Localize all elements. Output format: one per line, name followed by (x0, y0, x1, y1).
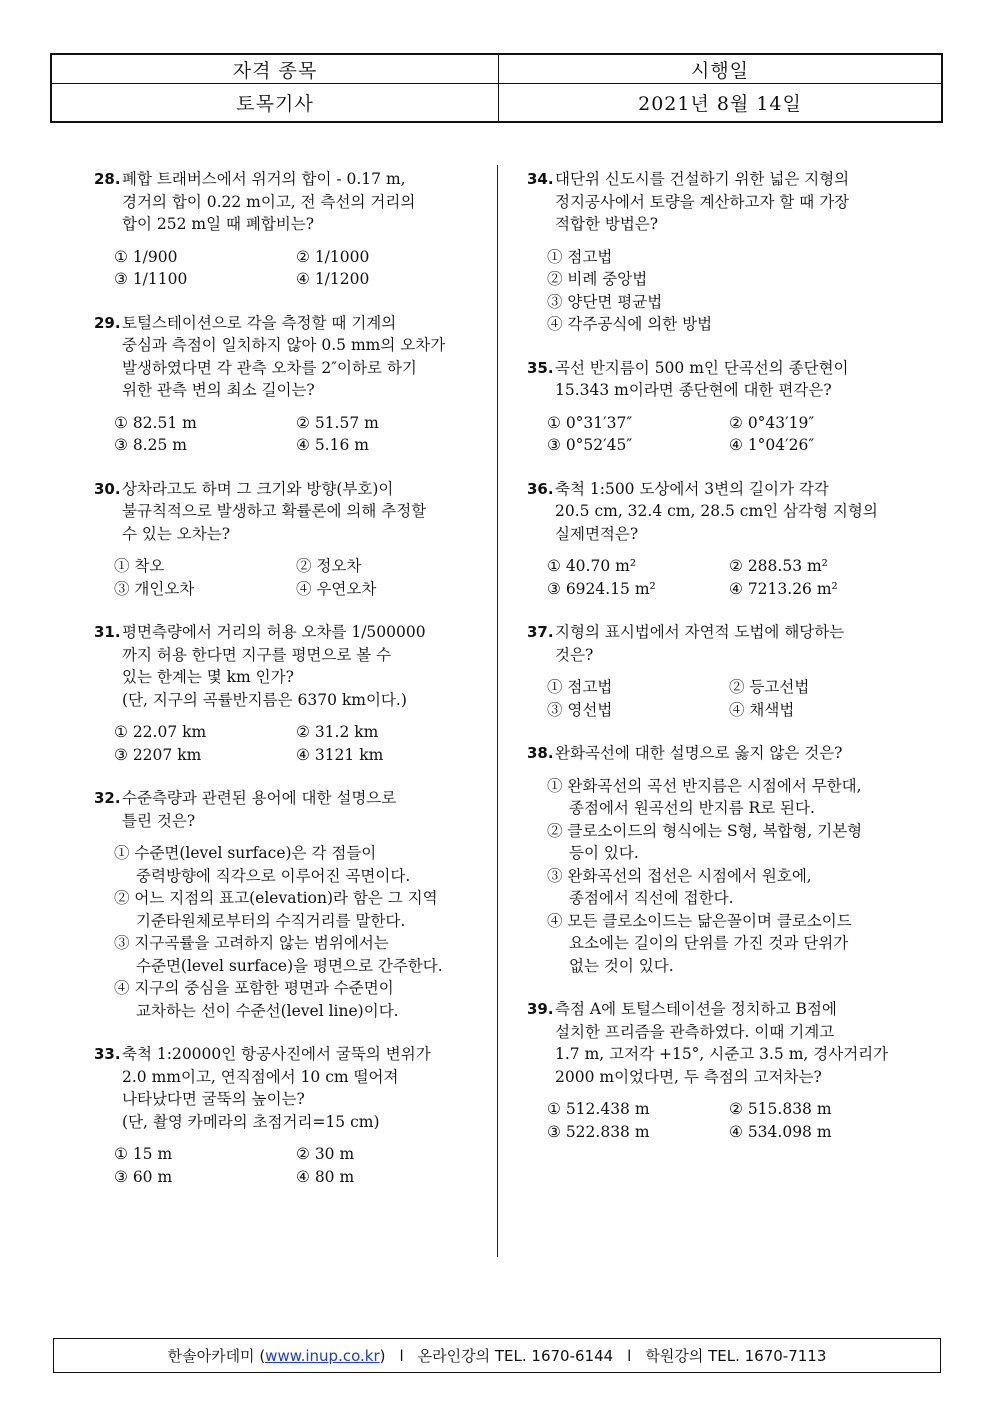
questions-left-column (94, 168, 490, 1209)
question-text-line (94, 523, 490, 546)
answer-option-text: ① 점고법 (547, 678, 613, 696)
question-text-line (527, 998, 923, 1021)
answer-options (527, 1098, 923, 1143)
question-text: 축척 1:500 도상에서 3변의 길이가 각각 (555, 479, 829, 498)
answer-option-text: 수준면(level surface)을 평면으로 간주한다. (136, 956, 443, 975)
question-text: 수 있는 오차는? (122, 524, 231, 543)
answer-options (527, 412, 923, 457)
answer-option-text: 종점에서 직선에 접한다. (569, 889, 734, 907)
answer-option[interactable] (296, 744, 490, 767)
footer-online-tel: 온라인강의 TEL. 1670-6144 (417, 1347, 614, 1365)
answer-option[interactable] (547, 1098, 729, 1121)
question (94, 478, 490, 601)
answer-option-text: 종점에서 원곡선의 반지름 R로 된다. (569, 799, 815, 817)
answer-option[interactable] (547, 246, 923, 269)
question-text: 토털스테이션으로 각을 측정할 때 기계의 (122, 313, 397, 332)
answer-options (527, 555, 923, 600)
question (527, 621, 923, 721)
answer-option-text: ② 51.57 m (296, 413, 379, 432)
question-text-line (94, 1088, 490, 1111)
answer-options (527, 246, 923, 336)
answer-option[interactable] (547, 291, 923, 314)
question-text: 경거의 합이 0.22 m이고, 전 측선의 거리의 (122, 192, 416, 211)
answer-option[interactable] (729, 699, 923, 722)
answer-option-text: ④ 우연오차 (296, 579, 377, 598)
answer-option-text: ④ 지구의 중심을 포함한 평면과 수준면이 (114, 979, 394, 997)
answer-option-text: ① 512.438 m (547, 1100, 650, 1118)
question-text: 폐합 트래버스에서 위거의 합이 - 0.17 m, (122, 170, 406, 188)
answer-option[interactable] (114, 555, 296, 578)
answer-option-text: ① 15 m (114, 1145, 173, 1163)
question-number: 32. (94, 789, 121, 807)
answer-option[interactable] (547, 268, 923, 291)
answer-option-text: ④ 1°04′26″ (729, 436, 815, 454)
question-text-line (94, 357, 490, 380)
question-text-line (94, 334, 490, 357)
answer-option-text: 교차하는 선이 수준선(level line)이다. (136, 1001, 399, 1020)
answer-option-text: 요소에는 길이의 단위를 가진 것과 단위가 (569, 934, 849, 952)
question (94, 621, 490, 766)
question-text-line (527, 621, 923, 644)
answer-option-text: ② 등고선법 (729, 678, 810, 696)
question-text: 나타났다면 굴뚝의 높이는? (122, 1090, 305, 1108)
answer-option-text: 기준타원체로부터의 수직거리를 말한다. (136, 911, 406, 930)
answer-options (94, 412, 490, 457)
question-text: 1.7 m, 고저각 +15°, 시준고 3.5 m, 경사거리가 (555, 1045, 889, 1063)
footer-offline-tel: 학원강의 TEL. 1670-7113 (645, 1347, 827, 1365)
question-text: 상차라고도 하며 그 크기와 방향(부호)이 (122, 479, 394, 498)
answer-option-text: ③ 2207 km (114, 745, 202, 764)
answer-option[interactable] (547, 820, 923, 865)
answer-option[interactable] (114, 887, 490, 932)
question-text: (단, 촬영 카메라의 초점거리=15 cm) (122, 1112, 380, 1131)
answer-option[interactable] (114, 1166, 296, 1189)
answer-option-text: ④ 1/1200 (296, 270, 370, 288)
question-text: 지형의 표시법에서 자연적 도법에 해당하는 (555, 623, 845, 641)
question-text: 수준측량과 관련된 용어에 대한 설명으로 (122, 789, 397, 807)
answer-option-text: ① 점고법 (547, 247, 613, 266)
question-text-line (94, 500, 490, 523)
answer-option[interactable] (729, 555, 923, 578)
column-divider (497, 165, 498, 1257)
answer-option[interactable] (296, 1143, 490, 1166)
answer-option[interactable] (729, 578, 923, 601)
question-number: 37. (527, 623, 554, 641)
answer-option-text: ③ 양단면 평균법 (547, 292, 663, 311)
header-subject-label: 자격 종목 (52, 55, 498, 84)
answer-options (94, 1143, 490, 1188)
answer-option-text: ② 0°43′19″ (729, 413, 815, 432)
answer-option[interactable] (547, 313, 923, 336)
question (527, 742, 923, 977)
question-text: 축척 1:20000인 항공사진에서 굴뚝의 변위가 (122, 1045, 431, 1063)
answer-options (94, 246, 490, 291)
footer-academy: 한솔아카데미 ( (167, 1347, 266, 1365)
question (94, 168, 490, 291)
answer-option[interactable] (296, 246, 490, 269)
answer-option-text: ① 22.07 km (114, 723, 207, 741)
question-text-line (527, 500, 923, 523)
answer-option-text: ③ 영선법 (547, 700, 613, 719)
answer-option[interactable] (114, 246, 296, 269)
question-text: 곡선 반지름이 500 m인 단곡선의 종단현이 (555, 358, 849, 377)
answer-options (94, 721, 490, 766)
answer-option[interactable] (114, 268, 296, 291)
answer-option[interactable] (296, 578, 490, 601)
question-number: 38. (527, 744, 554, 762)
answer-option-text: ① 착오 (114, 557, 165, 575)
question-text-line (94, 312, 490, 335)
question-text-line (94, 168, 490, 191)
answer-option[interactable] (114, 578, 296, 601)
answer-option-text: ③ 개인오차 (114, 579, 195, 598)
header-date-value: 2021년 8월 14일 (498, 84, 941, 121)
question-text-line (527, 1066, 923, 1089)
question-text-line (94, 379, 490, 402)
question-text: 설치한 프리즘을 관측하였다. 이때 기계고 (555, 1022, 835, 1041)
answer-option[interactable] (296, 268, 490, 291)
answer-option-text: ② 288.53 m² (729, 557, 828, 575)
question-text-line (527, 191, 923, 214)
answer-option-text: ④ 534.098 m (729, 1122, 832, 1141)
answer-option-text: ② 515.838 m (729, 1100, 832, 1118)
question-number: 30. (94, 479, 121, 498)
answer-option-text: ④ 5.16 m (296, 436, 369, 454)
question-text-line (94, 478, 490, 501)
question-text-line (94, 787, 490, 810)
question-text-line (527, 644, 923, 667)
footer-close-paren: ) (379, 1346, 386, 1365)
question (527, 478, 923, 601)
question-text-line (527, 523, 923, 546)
answer-option-text: ④ 각주공식에 의한 방법 (547, 315, 713, 333)
question-text: 20.5 cm, 32.4 cm, 28.5 cm인 삼각형 지형의 (555, 502, 878, 520)
answer-option-text: ③ 8.25 m (114, 436, 187, 454)
question-text-line (527, 1021, 923, 1044)
answer-option[interactable] (547, 578, 729, 601)
answer-option-text: 중력방향에 직각으로 이루어진 곡면이다. (136, 866, 411, 885)
question-text: 위한 관측 변의 최소 길이는? (122, 381, 315, 399)
answer-option[interactable] (547, 775, 923, 820)
question-text: 까지 허용 한다면 지구를 평면으로 볼 수 (122, 645, 392, 664)
question-text: 2000 m이었다면, 두 측점의 고저차는? (555, 1067, 822, 1086)
answer-option[interactable] (729, 676, 923, 699)
question-number: 36. (527, 479, 554, 498)
answer-option[interactable] (114, 412, 296, 435)
question-text: 2.0 mm이고, 연직점에서 10 cm 떨어져 (122, 1067, 399, 1086)
question-text: 적합한 방법은? (555, 215, 659, 233)
question-text-line (527, 213, 923, 236)
question-number: 39. (527, 1000, 554, 1018)
answer-option[interactable] (114, 744, 296, 767)
question-number: 33. (94, 1045, 121, 1063)
question-text: 있는 한계는 몇 km 인가? (122, 668, 294, 686)
questions-right-column (527, 168, 923, 1164)
question-text-line (94, 1111, 490, 1134)
answer-option[interactable] (547, 555, 729, 578)
answer-option-text: ① 82.51 m (114, 413, 197, 432)
question-text-line (527, 357, 923, 380)
question-text-line (527, 168, 923, 191)
answer-option[interactable] (729, 434, 923, 457)
question-text: 합이 252 m일 때 폐합비는? (122, 215, 315, 233)
answer-options (527, 775, 923, 978)
question (527, 998, 923, 1143)
question (527, 357, 923, 457)
question-text: 15.343 m이라면 종단현에 대한 편각은? (555, 381, 832, 399)
header-subject-value: 토목기사 (236, 93, 314, 115)
question-text-line (527, 379, 923, 402)
answer-option-text: ③ 6924.15 m² (547, 579, 656, 598)
answer-option[interactable] (296, 412, 490, 435)
answer-option[interactable] (547, 910, 923, 978)
answer-option-text: ③ 지구곡률을 고려하지 않는 범위에서는 (114, 934, 389, 952)
question-text: 틀린 것은? (122, 811, 196, 830)
answer-option-text: ② 비례 중앙법 (547, 270, 648, 288)
answer-option-text: 없는 것이 있다. (569, 956, 674, 975)
answer-option-text: ③ 60 m (114, 1167, 173, 1186)
question-text: 것은? (555, 645, 594, 664)
question-number: 34. (527, 170, 554, 188)
question-text-line (94, 644, 490, 667)
question-text: (단, 지구의 곡률반지름은 6370 km이다.) (122, 690, 407, 709)
question-text: 대단위 신도시를 건설하기 위한 넓은 지형의 (555, 170, 850, 188)
question-text-line (94, 213, 490, 236)
answer-option[interactable] (729, 1121, 923, 1144)
answer-option-text: ③ 0°52′45″ (547, 436, 633, 454)
answer-options (94, 555, 490, 600)
answer-option-text: ② 클로소이드의 형식에는 S형, 복합형, 기본형 (547, 821, 863, 840)
question-text-line (94, 810, 490, 833)
question-number: 29. (94, 313, 121, 332)
footer-separator: l (399, 1346, 404, 1365)
question-text: 발생하였다면 각 관측 오차를 2″이하로 하기 (122, 358, 417, 377)
question-text-line (94, 1043, 490, 1066)
question-text-line (527, 1043, 923, 1066)
answer-option[interactable] (547, 865, 923, 910)
answer-option[interactable] (296, 721, 490, 744)
footer-website-link[interactable]: www.inup.co.kr (265, 1346, 380, 1365)
answer-option-text: ② 30 m (296, 1145, 355, 1163)
question-text: 정지공사에서 토량을 계산하고자 할 때 가장 (555, 192, 850, 211)
answer-option[interactable] (296, 434, 490, 457)
question-text-line (94, 191, 490, 214)
footer-separator: l (627, 1346, 632, 1365)
question-text-line (527, 478, 923, 501)
answer-option[interactable] (547, 434, 729, 457)
question-text: 실제면적은? (555, 524, 639, 543)
question-text: 중심과 측점이 일치하지 않아 0.5 mm의 오차가 (122, 336, 446, 354)
answer-option[interactable] (547, 676, 729, 699)
footer (53, 1338, 941, 1373)
answer-option-text: ② 31.2 km (296, 723, 379, 741)
answer-option[interactable] (547, 412, 729, 435)
answer-option-text: ① 1/900 (114, 247, 178, 266)
question-number: 28. (94, 170, 121, 188)
answer-option-text: ① 0°31′37″ (547, 413, 633, 432)
header-table (50, 53, 943, 123)
answer-option[interactable] (547, 699, 729, 722)
question-text: 평면측량에서 거리의 허용 오차를 1/500000 (122, 623, 426, 641)
answer-option-text: ④ 80 m (296, 1167, 355, 1186)
question-text: 완화곡선에 대한 설명으로 옳지 않은 것은? (555, 744, 843, 762)
question (94, 1043, 490, 1188)
answer-option-text: ④ 3121 km (296, 745, 384, 764)
answer-option-text: ① 수준면(level surface)은 각 점들이 (114, 844, 377, 862)
answer-option[interactable] (296, 1166, 490, 1189)
answer-option-text: ② 1/1000 (296, 247, 370, 266)
answer-option[interactable] (114, 842, 490, 887)
question-text-line (94, 689, 490, 712)
answer-option-text: ③ 1/1100 (114, 270, 188, 288)
answer-options (94, 842, 490, 1022)
answer-option-text: ④ 7213.26 m² (729, 579, 838, 598)
answer-option-text: ③ 522.838 m (547, 1122, 650, 1141)
header-date-label: 시행일 (498, 55, 941, 84)
answer-option-text: ① 40.70 m² (547, 557, 637, 575)
answer-option[interactable] (729, 412, 923, 435)
answer-option[interactable] (296, 555, 490, 578)
question-text-line (94, 1066, 490, 1089)
answer-options (527, 676, 923, 721)
answer-option[interactable] (114, 1143, 296, 1166)
answer-option-text: ② 어느 지점의 표고(elevation)라 함은 그 지역 (114, 889, 438, 907)
answer-option[interactable] (547, 1121, 729, 1144)
question-number: 35. (527, 358, 554, 377)
answer-option[interactable] (729, 1098, 923, 1121)
answer-option-text: 등이 있다. (569, 844, 639, 862)
question-text: 불규칙적으로 발생하고 확률론에 의해 추정할 (122, 502, 427, 520)
question (94, 312, 490, 457)
answer-option[interactable] (114, 434, 296, 457)
question-text-line (527, 742, 923, 765)
answer-option[interactable] (114, 932, 490, 977)
answer-option-text: ③ 완화곡선의 접선은 시점에서 원호에, (547, 866, 812, 885)
answer-option[interactable] (114, 977, 490, 1022)
question-number: 31. (94, 623, 121, 641)
question (527, 168, 923, 336)
answer-option-text: ④ 채색법 (729, 700, 795, 719)
question-text-line (94, 666, 490, 689)
question (94, 787, 490, 1022)
answer-option-text: ④ 모든 클로소이드는 닮은꼴이며 클로소이드 (547, 911, 852, 930)
answer-option-text: ② 정오차 (296, 557, 362, 575)
answer-option[interactable] (114, 721, 296, 744)
answer-option-text: ① 완화곡선의 곡선 반지름은 시점에서 무한대, (547, 776, 862, 795)
question-text: 측점 A에 토털스테이션을 정치하고 B점에 (555, 1000, 837, 1018)
question-text-line (94, 621, 490, 644)
